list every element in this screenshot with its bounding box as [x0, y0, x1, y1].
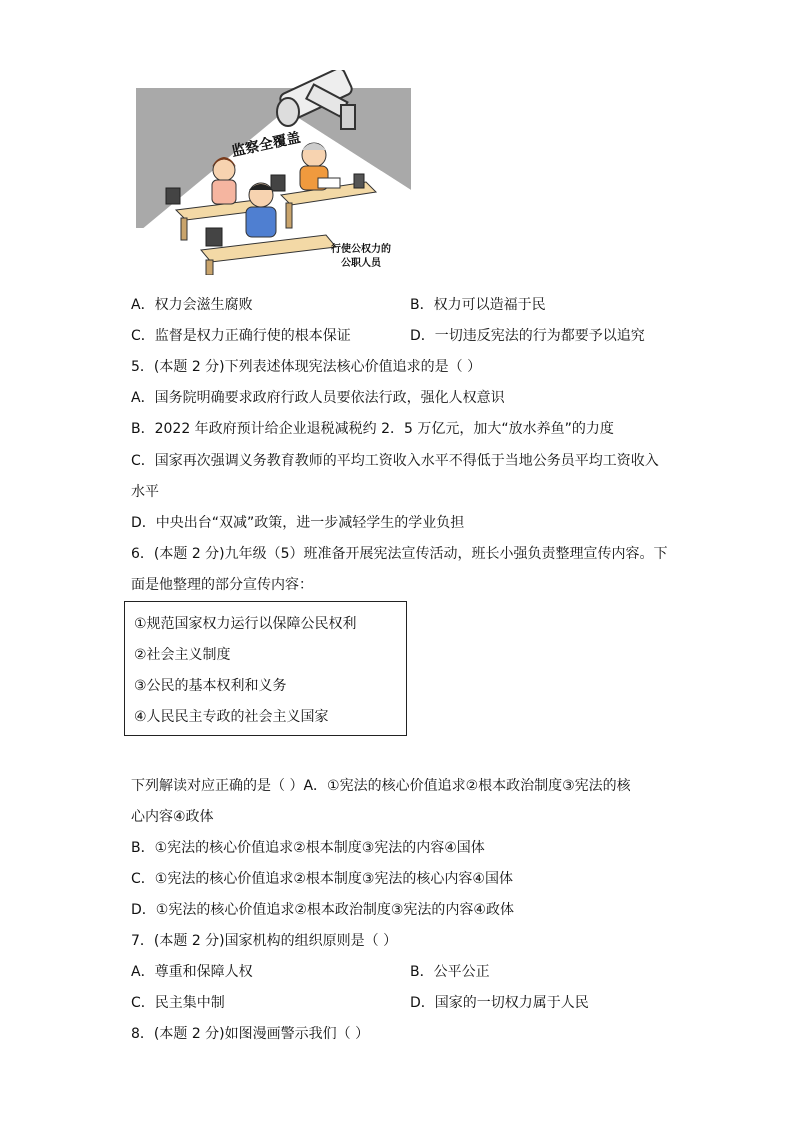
box-item-4: ④人民民主专政的社会主义国家	[134, 709, 329, 725]
q5-option-d: D．中央出台“双减”政策，进一步减轻学生的学业负担	[131, 515, 465, 531]
q6-stem-cont: 面是他整理的部分宣传内容：	[131, 577, 313, 593]
q6-option-d: D．①宪法的核心价值追求②根本政治制度③宪法的内容④政体	[131, 902, 514, 918]
q4-option-c: C．监督是权力正确行使的根本保证	[131, 328, 351, 344]
supervision-cartoon	[136, 70, 411, 275]
q5-option-c-cont: 水平	[131, 484, 159, 500]
q6-option-c: C．①宪法的核心价值追求②根本制度③宪法的核心内容④国体	[131, 871, 513, 887]
man-figure	[246, 183, 276, 237]
cartoon-caption-line1: 行使公权力的	[331, 244, 391, 255]
q5-stem: 5．(本题 2 分)下列表述体现宪法核心价值追求的是（ ）	[131, 359, 482, 375]
q5-option-c: C．国家再次强调义务教育教师的平均工资收入水平不得低于当地公务员平均工资收入	[131, 453, 659, 469]
q7-option-d: D．国家的一切权力属于人民	[410, 995, 589, 1011]
q5-option-b: B．2022 年政府预计给企业退税减税约 2．5 万亿元，加大“放水养鱼”的力度	[131, 421, 614, 437]
q6-option-b: B．①宪法的核心价值追求②根本制度③宪法的内容④国体	[131, 840, 485, 856]
box-item-3: ③公民的基本权利和义务	[134, 678, 287, 694]
q4-option-a: A．权力会滋生腐败	[131, 297, 253, 313]
q5-option-a: A．国务院明确要求政府行政人员要依法行政，强化人权意识	[131, 390, 505, 406]
q6-question-cont: 心内容④政体	[131, 809, 214, 825]
q7-option-b: B．公平公正	[410, 964, 490, 980]
q7-option-c: C．民主集中制	[131, 995, 225, 1011]
cartoon-banner: 监察全覆盖	[230, 129, 302, 161]
q4-option-b: B．权力可以造福于民	[410, 297, 546, 313]
woman-figure	[212, 157, 236, 204]
box-item-1: ①规范国家权力运行以保障公民权利	[134, 616, 357, 632]
q7-option-a: A．尊重和保障人权	[131, 964, 253, 980]
q6-content-box	[124, 601, 407, 736]
box-item-2: ②社会主义制度	[134, 647, 231, 663]
q6-stem: 6．(本题 2 分)九年级（5）班准备开展宪法宣传活动，班长小强负责整理宣传内容。下	[131, 546, 668, 562]
q8-stem: 8．(本题 2 分)如图漫画警示我们（ ）	[131, 1026, 370, 1042]
q7-stem: 7．(本题 2 分)国家机构的组织原则是（ ）	[131, 933, 398, 949]
q6-question: 下列解读对应正确的是（ ）A．①宪法的核心价值追求②根本政治制度③宪法的核	[131, 778, 631, 794]
q4-option-d: D．一切违反宪法的行为都要予以追究	[410, 328, 645, 344]
cartoon-caption-line2: 公职人员	[341, 258, 381, 269]
